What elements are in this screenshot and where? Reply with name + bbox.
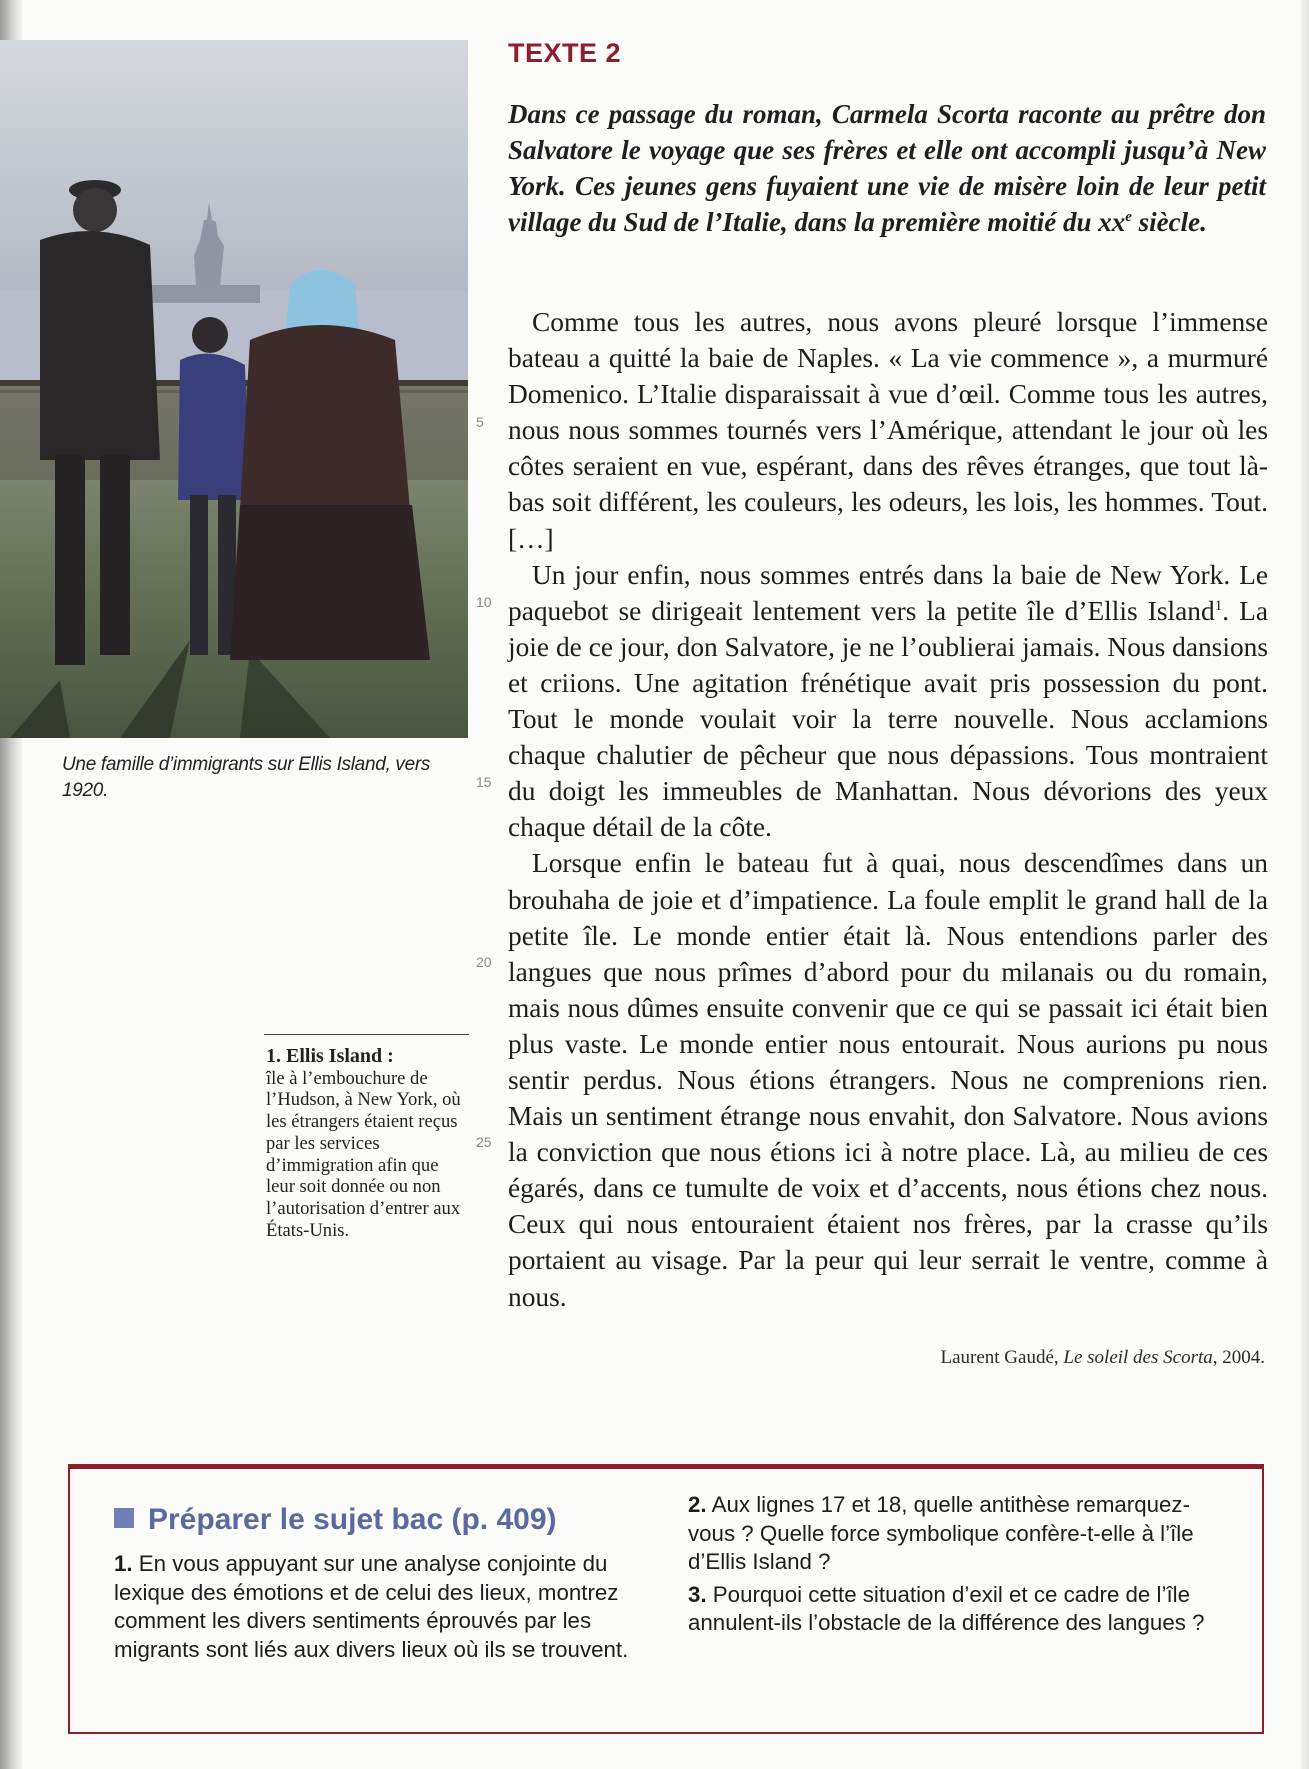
bac-column-left — [114, 1550, 654, 1668]
bac-column-right — [688, 1491, 1233, 1642]
footnote — [266, 1046, 471, 1241]
question-text: En vous appuyant sur une analyse conjointe du lexique des émotions et de celui des lieux, montrez comment les divers sentiments éprouvés par les migrants sont liés aux divers lieux où ils se trouvent. — [114, 1551, 629, 1662]
bac-title-text: Préparer le sujet bac (p. 409) — [148, 1503, 557, 1536]
line-number: 25 — [476, 1134, 492, 1150]
bac-preparation-box — [68, 1467, 1264, 1734]
footnote-marker: 1 — [1214, 597, 1223, 614]
question-number: 1. — [114, 1551, 133, 1576]
footnote-term: 1. Ellis Island : — [266, 1045, 394, 1067]
photo-caption: Une famille d’immigrants sur Ellis Island, vers 1920. — [62, 754, 431, 801]
paragraph — [508, 557, 1268, 846]
immigrant-family-photo — [0, 40, 468, 738]
century-superscript: e — [1125, 209, 1132, 225]
paragraph-text: Un jour enfin, nous sommes entrés dans la baie de New York. Le paquebot se dirigeait lentement vers la petite île d’Ellis Island — [508, 559, 1268, 626]
book-title: Le soleil des Scorta — [1063, 1347, 1213, 1368]
question-number: 2. — [688, 1492, 707, 1517]
footnote-definition: île à l’embouchure de l’Hudson, à New York, où les étrangers étaient reçus par les services d’immigration afin que leur soit donnée ou non l’autorisation d’entrer aux États-Unis. — [266, 1067, 461, 1241]
question-2 — [688, 1491, 1233, 1577]
paragraph: Comme tous les autres, nous avons pleuré lorsque l’immense bateau a quitté la baie de Naples. « La vie commence », a murmuré Domenico. L’Italie disparaissait à vue d’œil. Comme tous les autres, nous nous sommes tournés vers l’Amérique, attendant le jour où les côtes seraient en vue, espérant, dans des rêves étranges, que tout là-bas soit différent, les couleurs, les odeurs, les lois, les hommes. Tout. […] — [508, 307, 1268, 554]
line-number: 15 — [476, 774, 492, 790]
line-number: 5 — [476, 414, 484, 430]
intro-paragraph — [508, 96, 1266, 240]
footnote-divider — [264, 1034, 469, 1035]
line-number: 10 — [476, 594, 492, 610]
question-1 — [114, 1550, 654, 1664]
bac-title — [114, 1503, 557, 1537]
question-number: 3. — [688, 1581, 707, 1607]
source-attribution — [940, 1347, 1265, 1369]
paragraph: Lorsque enfin le bateau fut à quai, nous descendîmes dans un brouhaha de joie et d’impatience. La foule emplit le grand hall de la petite île. Le monde entier était là. Nous entendions parler des langues que nous prîmes d’abord pour du milanais ou du romain, mais nous dûmes ensuite convenir que ce qui se passait ici était bien plus vaste. Le monde entier nous entourait. Nous aurions pu nous sentir perdus. Nous étions étrangers. Nous ne comprenions rien. Mais un sentiment étrange nous envahit, don Salvatore. Nous avions la conviction que nous étions ici à notre place. Là, au milieu de ces égarés, dans ce tumulte de voix et d’accents, nous étions chez nous. Ceux qui nous entouraient étaient nos frères, par la crasse qu’ils portaient au visage. Par la peur qui leur serrait le ventre, comme à nous. — [508, 848, 1268, 1312]
question-text: Aux lignes 17 et 18, quelle antithèse remarquez-vous ? Quelle force symbolique confère-t-elle à l’île d’Ellis Island ? — [688, 1492, 1194, 1575]
question-text: Pourquoi cette situation d’exil et ce cadre de l’île annulent-ils l’obstacle de la différence des langues ? — [688, 1581, 1205, 1636]
square-bullet-icon — [114, 1508, 134, 1528]
intro-text-end: siècle. — [1131, 207, 1207, 237]
page-shadow-right — [1301, 0, 1309, 1769]
paragraph-text: . La joie de ce jour, don Salvatore, je ne l’oublierai jamais. Nous dansions et criions. Une agitation frénétique avait pris possession du pont. Tout le monde voulait voir la terre nouvelle. Nous acclamions chaque chalutier de pêcheur que nous dépassions. Tous montraient du doigt les immeubles de Manhattan. Nous dévorions des yeux chaque détail de la côte. — [508, 595, 1268, 843]
publication-year: , 2004. — [1212, 1347, 1265, 1368]
line-number: 20 — [476, 954, 492, 970]
intro-text: Dans ce passage du roman, Carmela Scorta raconte au prêtre don Salvatore le voyage que ses frères et elle ont accompli jusqu’à New York. Ces jeunes gens fuyaient une vie de misère loin de leur petit village du Sud de l’Italie, dans la première moitié du xx — [508, 99, 1266, 237]
excerpt-body — [508, 304, 1268, 1315]
question-3 — [688, 1581, 1233, 1638]
text-number-heading: TEXTE 2 — [508, 38, 622, 68]
author-name: Laurent Gaudé, — [940, 1347, 1064, 1368]
